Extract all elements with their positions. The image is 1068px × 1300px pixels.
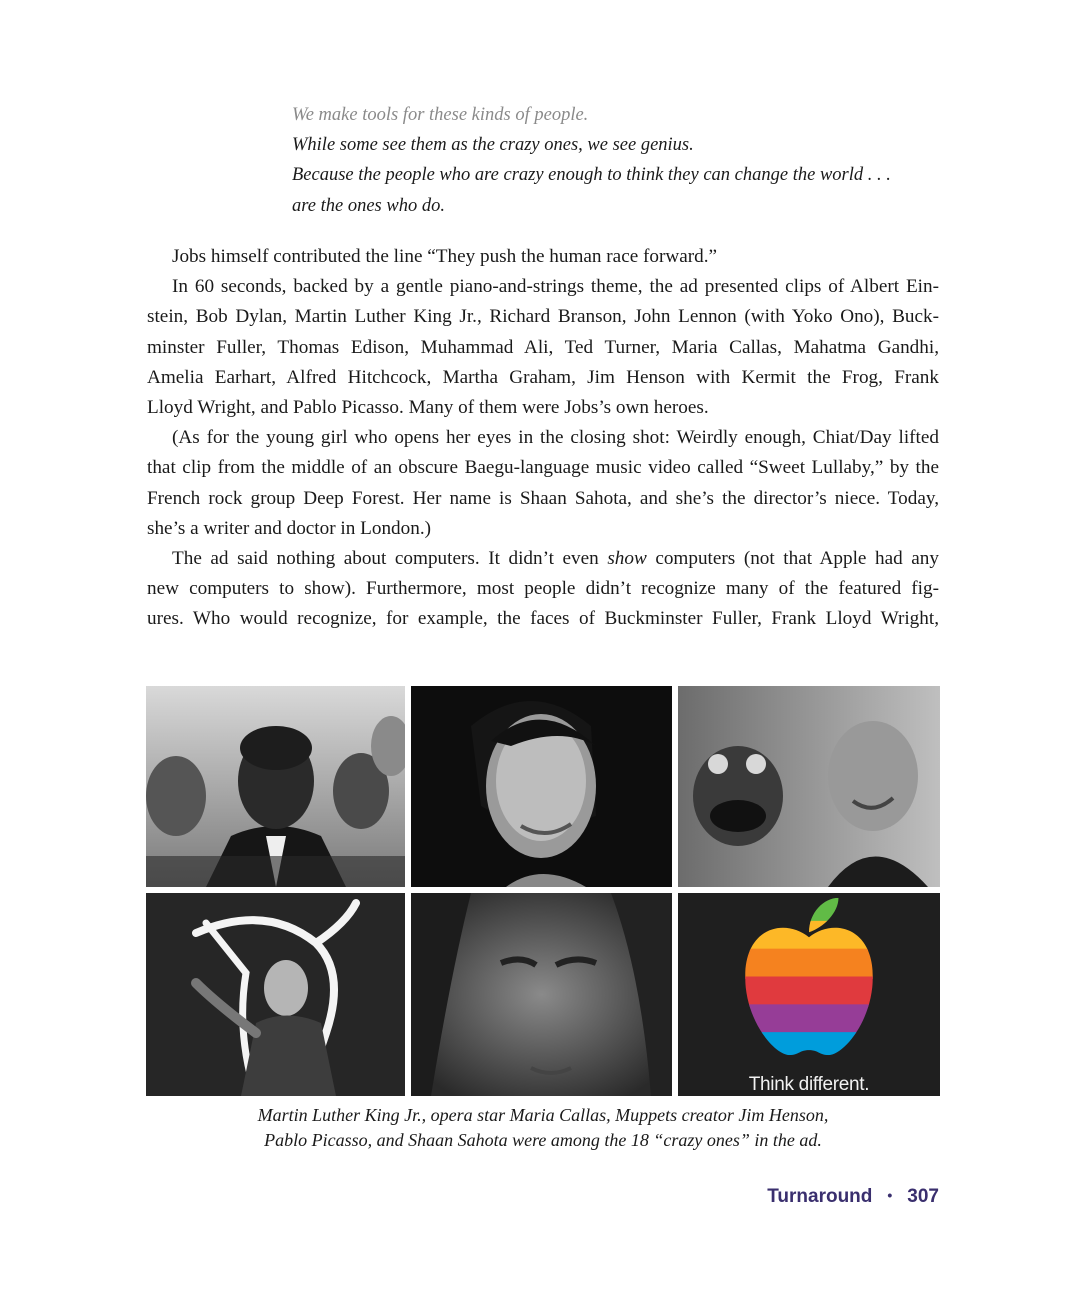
paragraph-line: stein, Bob Dylan, Martin Luther King Jr., Richard Branson, John Lennon (with Yoko Ono), Buck- bbox=[147, 306, 939, 328]
paragraph-line: ures. Who would recognize, for example, the faces of Buckminster Fuller, Frank Lloyd Wright, bbox=[147, 608, 939, 630]
photo-mlk bbox=[146, 686, 405, 887]
running-head: Turnaround bbox=[767, 1186, 873, 1207]
photo-henson-kermit bbox=[678, 686, 940, 887]
apple-logo-band bbox=[735, 1032, 882, 1060]
paragraph-line bbox=[147, 544, 939, 574]
paragraph-line: Jobs himself contributed the line “They push the human race forward.” bbox=[172, 246, 718, 267]
paragraph-line: Amelia Earhart, Alfred Hitchcock, Martha Graham, Jim Henson with Kermit the Frog, Frank bbox=[147, 366, 939, 388]
apple-logo-icon bbox=[678, 893, 940, 1060]
paragraph-line: minster Fuller, Thomas Edison, Muhammad Ali, Ted Turner, Maria Callas, Mahatma Gandhi, bbox=[147, 336, 939, 358]
quote-line: While some see them as the crazy ones, we see genius. bbox=[292, 135, 694, 156]
figure-caption bbox=[146, 1103, 940, 1152]
paragraph-line: French rock group Deep Forest. Her name is Shaan Sahota, and she’s the director’s niece. Today, bbox=[147, 487, 939, 509]
think-different-content bbox=[678, 893, 940, 1096]
paragraph-line: Lloyd Wright, and Pablo Picasso. Many of them were Jobs’s own heroes. bbox=[147, 397, 709, 419]
photo-grid bbox=[146, 686, 940, 1096]
page-number: 307 bbox=[907, 1186, 939, 1207]
body-text bbox=[147, 242, 939, 635]
paragraph-line: In 60 seconds, backed by a gentle piano-and-strings theme, the ad presented clips of Albert Ein- bbox=[172, 276, 939, 298]
apple-logo-band bbox=[735, 1004, 882, 1034]
caption-line: Pablo Picasso, and Shaan Sahota were among the 18 “crazy ones” in the ad. bbox=[264, 1129, 822, 1150]
quote-line: Because the people who are crazy enough to think they can change the world . . . bbox=[292, 165, 891, 186]
text-run: computers (not that Apple had any bbox=[646, 548, 939, 570]
separator-dot: • bbox=[887, 1187, 893, 1203]
caption-line: Martin Luther King Jr., opera star Maria Callas, Muppets creator Jim Henson, bbox=[257, 1105, 829, 1125]
ad-quote bbox=[292, 100, 952, 221]
apple-logo-band bbox=[735, 949, 882, 979]
text-run: The ad said nothing about computers. It didn’t even bbox=[172, 548, 608, 570]
paragraph-line: new computers to show). Furthermore, most people didn’t recognize many of the featured fig- bbox=[147, 578, 939, 600]
paragraph-line: (As for the young girl who opens her eyes in the closing shot: Weirdly enough, Chiat/Day lifted bbox=[172, 427, 939, 449]
photo-picasso bbox=[146, 893, 405, 1096]
quote-line: We make tools for these kinds of people. bbox=[292, 105, 589, 125]
think-different-text: Think different. bbox=[748, 1074, 870, 1095]
apple-logo-band bbox=[735, 893, 882, 923]
apple-logo-band bbox=[735, 921, 882, 951]
paragraph-line: she’s a writer and doctor in London.) bbox=[147, 517, 432, 539]
think-different-card bbox=[678, 893, 940, 1096]
quote-line: are the ones who do. bbox=[292, 195, 445, 216]
page-footer bbox=[767, 1186, 939, 1208]
paragraph-line: that clip from the middle of an obscure Baegu-language music video called “Sweet Lullaby,” by the bbox=[147, 457, 939, 479]
emphasis-text: show bbox=[607, 548, 647, 570]
photo-sahota bbox=[411, 893, 672, 1096]
apple-logo-band bbox=[735, 977, 882, 1007]
photo-callas bbox=[411, 686, 672, 887]
